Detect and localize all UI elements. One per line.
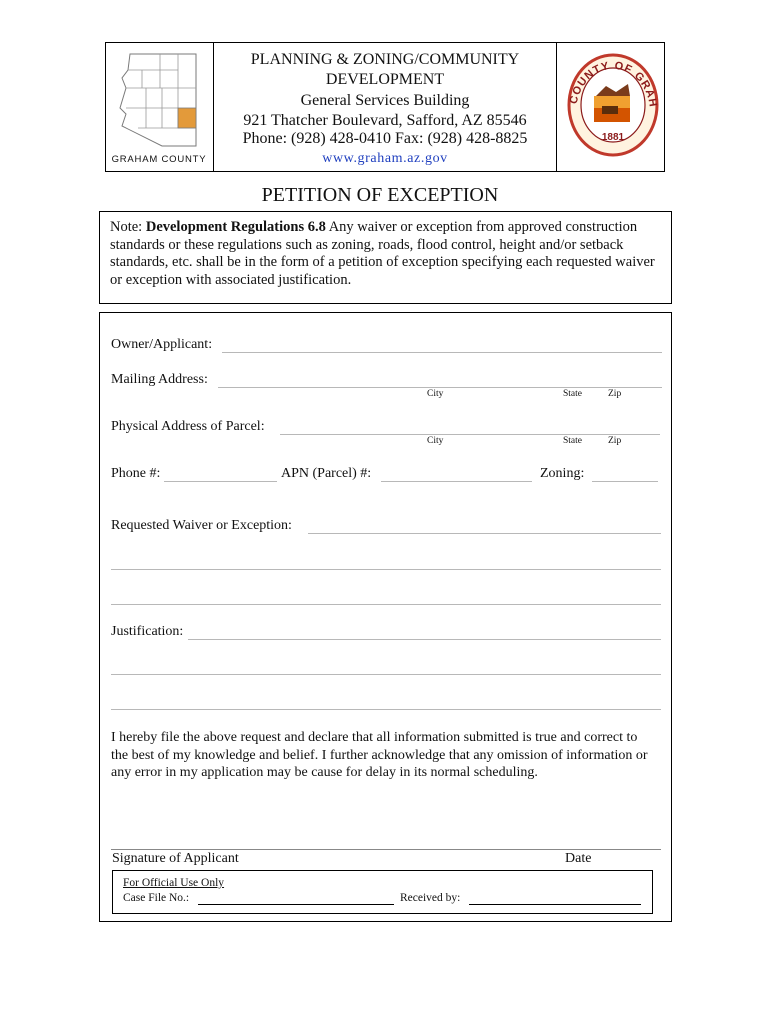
- mailing-state-label: State: [563, 389, 582, 399]
- declaration-text: I hereby file the above request and declare that all information submitted is true and correct to the best of my knowledge and belief. I further acknowledge that any omission of information or any error in my application may be cause for delay in its normal scheduling.: [111, 730, 648, 780]
- phone-field[interactable]: [164, 481, 277, 482]
- received-by-label: Received by:: [400, 892, 461, 904]
- received-by-field[interactable]: [469, 904, 641, 905]
- waiver-field-line1[interactable]: [308, 533, 661, 534]
- physical-address-field[interactable]: [280, 434, 660, 435]
- mailing-address-field[interactable]: [218, 387, 662, 388]
- justification-field-line3[interactable]: [111, 709, 661, 710]
- note-regulation: Development Regulations 6.8: [145, 219, 326, 235]
- county-seal-icon: [566, 52, 660, 158]
- case-file-label: Case File No.:: [123, 892, 190, 904]
- mailing-city-label: City: [427, 389, 444, 399]
- apn-label: APN (Parcel) #:: [281, 466, 372, 481]
- official-heading: For Official Use Only: [123, 877, 225, 889]
- phone-label: Phone #:: [111, 466, 161, 481]
- header-divider: [556, 42, 557, 172]
- case-file-field[interactable]: [198, 904, 394, 905]
- physical-state-label: State: [563, 436, 582, 446]
- note-prefix: Note:: [110, 219, 146, 235]
- signature-label: Signature of Applicant: [112, 851, 239, 866]
- county-label: GRAHAM COUNTY: [111, 154, 207, 165]
- zoning-label: Zoning:: [540, 466, 585, 481]
- dept-name-line2: DEVELOPMENT: [325, 71, 445, 88]
- website-link[interactable]: www.graham.az.gov: [322, 151, 448, 166]
- physical-city-label: City: [427, 436, 444, 446]
- waiver-label: Requested Waiver or Exception:: [111, 518, 292, 533]
- apn-field[interactable]: [381, 481, 532, 482]
- street-address: 921 Thatcher Boulevard, Safford, AZ 85546: [243, 112, 527, 129]
- seal-text: COUNTY OF GRAH: [567, 59, 659, 109]
- form-box: [99, 312, 672, 922]
- page-title: PETITION OF EXCEPTION: [261, 184, 499, 206]
- signature-line[interactable]: [111, 849, 661, 850]
- arizona-map-icon: [112, 48, 208, 152]
- justification-label: Justification:: [111, 624, 184, 639]
- physical-zip-label: Zip: [608, 436, 622, 446]
- mailing-label: Mailing Address:: [111, 372, 208, 387]
- dept-name-line1: PLANNING & ZONING/COMMUNITY: [250, 51, 520, 68]
- justification-field-line1[interactable]: [188, 639, 661, 640]
- waiver-field-line3[interactable]: [111, 604, 661, 605]
- mailing-zip-label: Zip: [608, 389, 622, 399]
- owner-field[interactable]: [222, 352, 662, 353]
- physical-address-label: Physical Address of Parcel:: [111, 419, 265, 434]
- justification-field-line2[interactable]: [111, 674, 661, 675]
- phone-fax: Phone: (928) 428-0410 Fax: (928) 428-8825: [242, 130, 528, 147]
- seal-year: 1881: [601, 132, 625, 143]
- note-body: Any waiver or exception from approved construction standards or these regulations such as zoning, roads, flood control, height and/or setback standards, etc. shall be in the form of a petition of exception specifying each requested waiver or exception with associated justification.: [110, 219, 655, 288]
- owner-label: Owner/Applicant:: [111, 337, 213, 352]
- note-box: [99, 211, 672, 304]
- zoning-field[interactable]: [592, 481, 658, 482]
- building-name: General Services Building: [300, 92, 470, 109]
- waiver-field-line2[interactable]: [111, 569, 661, 570]
- date-label: Date: [565, 851, 592, 866]
